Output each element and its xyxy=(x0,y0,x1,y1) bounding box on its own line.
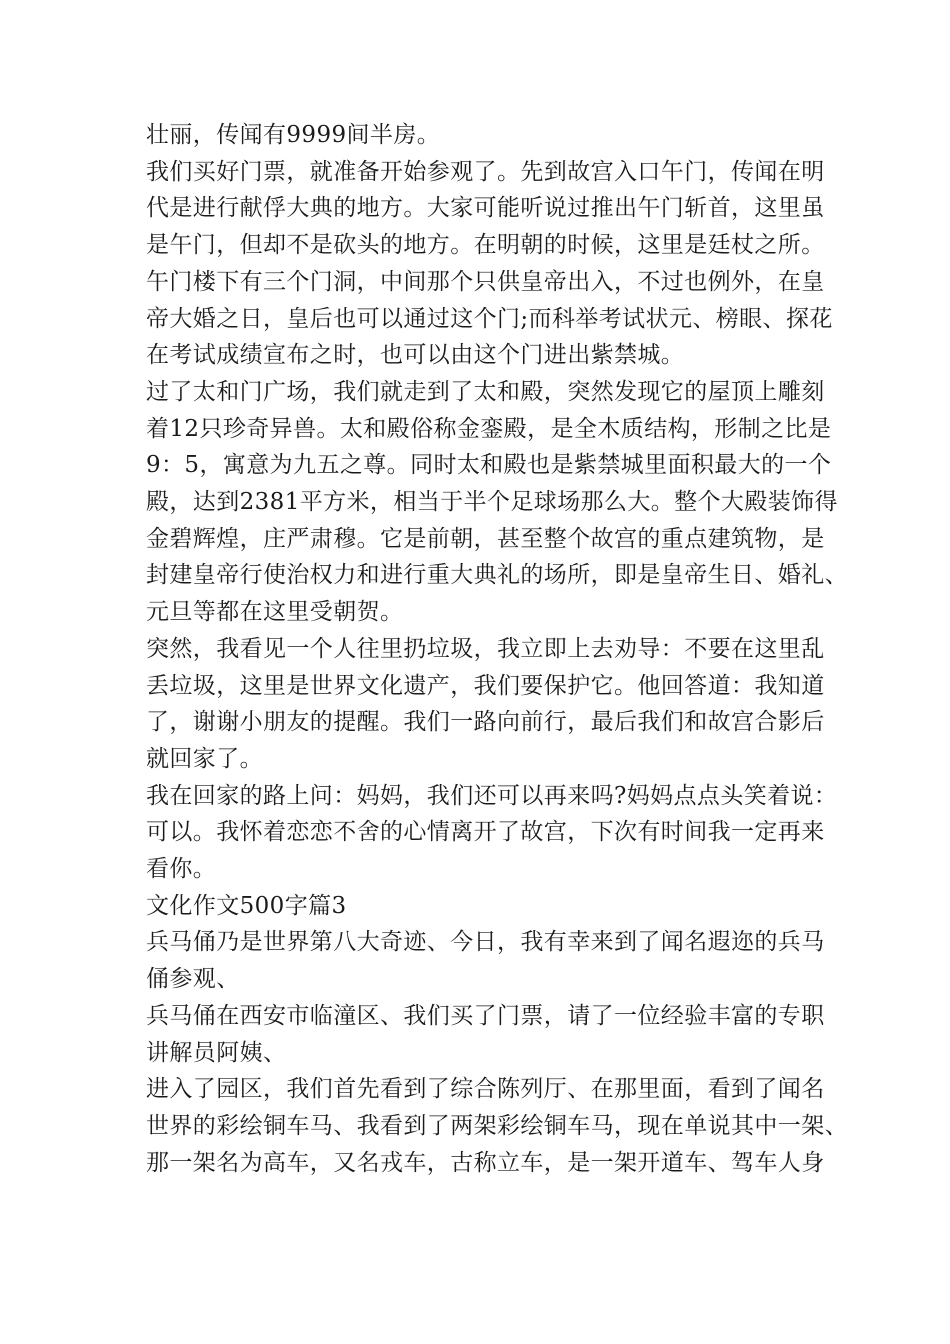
text-line: 过了太和门广场，我们就走到了太和殿，突然发现它的屋顶上雕刻 xyxy=(146,378,825,405)
text-line: 那一架名为高车，又名戎车，古称立车，是一架开道车、驾车人身 xyxy=(146,1149,825,1176)
text-line: 午门楼下有三个门洞，中间那个只供皇帝出入，不过也例外，在皇 xyxy=(146,268,825,295)
text-line: 封建皇帝行使治权力和进行重大典礼的场所，即是皇帝生日、婚礼、 xyxy=(146,562,848,589)
text-line: 了，谢谢小朋友的提醒。我们一路向前行，最后我们和故宫合影后 xyxy=(146,709,825,736)
text-line: 代是进行献俘大典的地方。大家可能听说过推出午门斩首，这里虽 xyxy=(146,195,825,222)
text-line: 就回家了。 xyxy=(146,745,263,772)
text-line: 丢垃圾，这里是世界文化遗产，我们要保护它。他回答道：我知道 xyxy=(146,672,825,699)
text-line: 我在回家的路上问：妈妈，我们还可以再来吗?妈妈点点头笑着说： xyxy=(146,782,838,809)
text-line: 看你。 xyxy=(146,856,217,883)
text-line: 可以。我怀着恋恋不舍的心情离开了故宫，下次有时间我一定再来 xyxy=(146,819,825,846)
text-line: 金碧辉煌，庄严肃穆。它是前朝，甚至整个故宫的重点建筑物，是 xyxy=(146,525,825,552)
text-line: 进入了园区，我们首先看到了综合陈列厅、在那里面，看到了闻名 xyxy=(146,1076,825,1103)
text-line: 在考试成绩宣布之时，也可以由这个门进出紫禁城。 xyxy=(146,342,685,369)
text-line: 9：5，寓意为九五之尊。同时太和殿也是紫禁城里面积最大的一个 xyxy=(146,452,832,479)
text-line: 着12只珍奇异兽。太和殿俗称金銮殿，是全木质结构，形制之比是 xyxy=(146,415,832,442)
text-line: 是午门，但却不是砍头的地方。在明朝的时候，这里是廷杖之所。 xyxy=(146,232,825,259)
text-line: 殿，达到2381平方米，相当于半个足球场那么大。整个大殿装饰得 xyxy=(146,489,838,516)
text-line: 我们买好门票，就准备开始参观了。先到故宫入口午门，传闻在明 xyxy=(146,158,825,185)
text-line: 壮丽，传闻有9999间半房。 xyxy=(146,122,441,148)
text-line: 世界的彩绘铜车马、我看到了两架彩绘铜车马，现在单说其中一架、 xyxy=(146,1112,848,1139)
text-line: 兵马俑乃是世界第八大奇迹、今日，我有幸来到了闻名遐迩的兵马 xyxy=(146,929,825,956)
text-line: 讲解员阿姨、 xyxy=(146,1039,287,1066)
text-line: 元旦等都在这里受朝贺。 xyxy=(146,599,404,626)
document-body xyxy=(146,117,848,1181)
text-line: 兵马俑在西安市临潼区、我们买了门票，请了一位经验丰富的专职 xyxy=(146,1002,825,1029)
text-line: 帝大婚之日，皇后也可以通过这个门;而科举考试状元、榜眼、探花 xyxy=(146,305,833,332)
section-heading: 文化作文500字篇3 xyxy=(146,892,347,919)
text-line: 突然，我看见一个人往里扔垃圾，我立即上去劝导：不要在这里乱 xyxy=(146,635,825,662)
text-line: 俑参观、 xyxy=(146,966,240,993)
